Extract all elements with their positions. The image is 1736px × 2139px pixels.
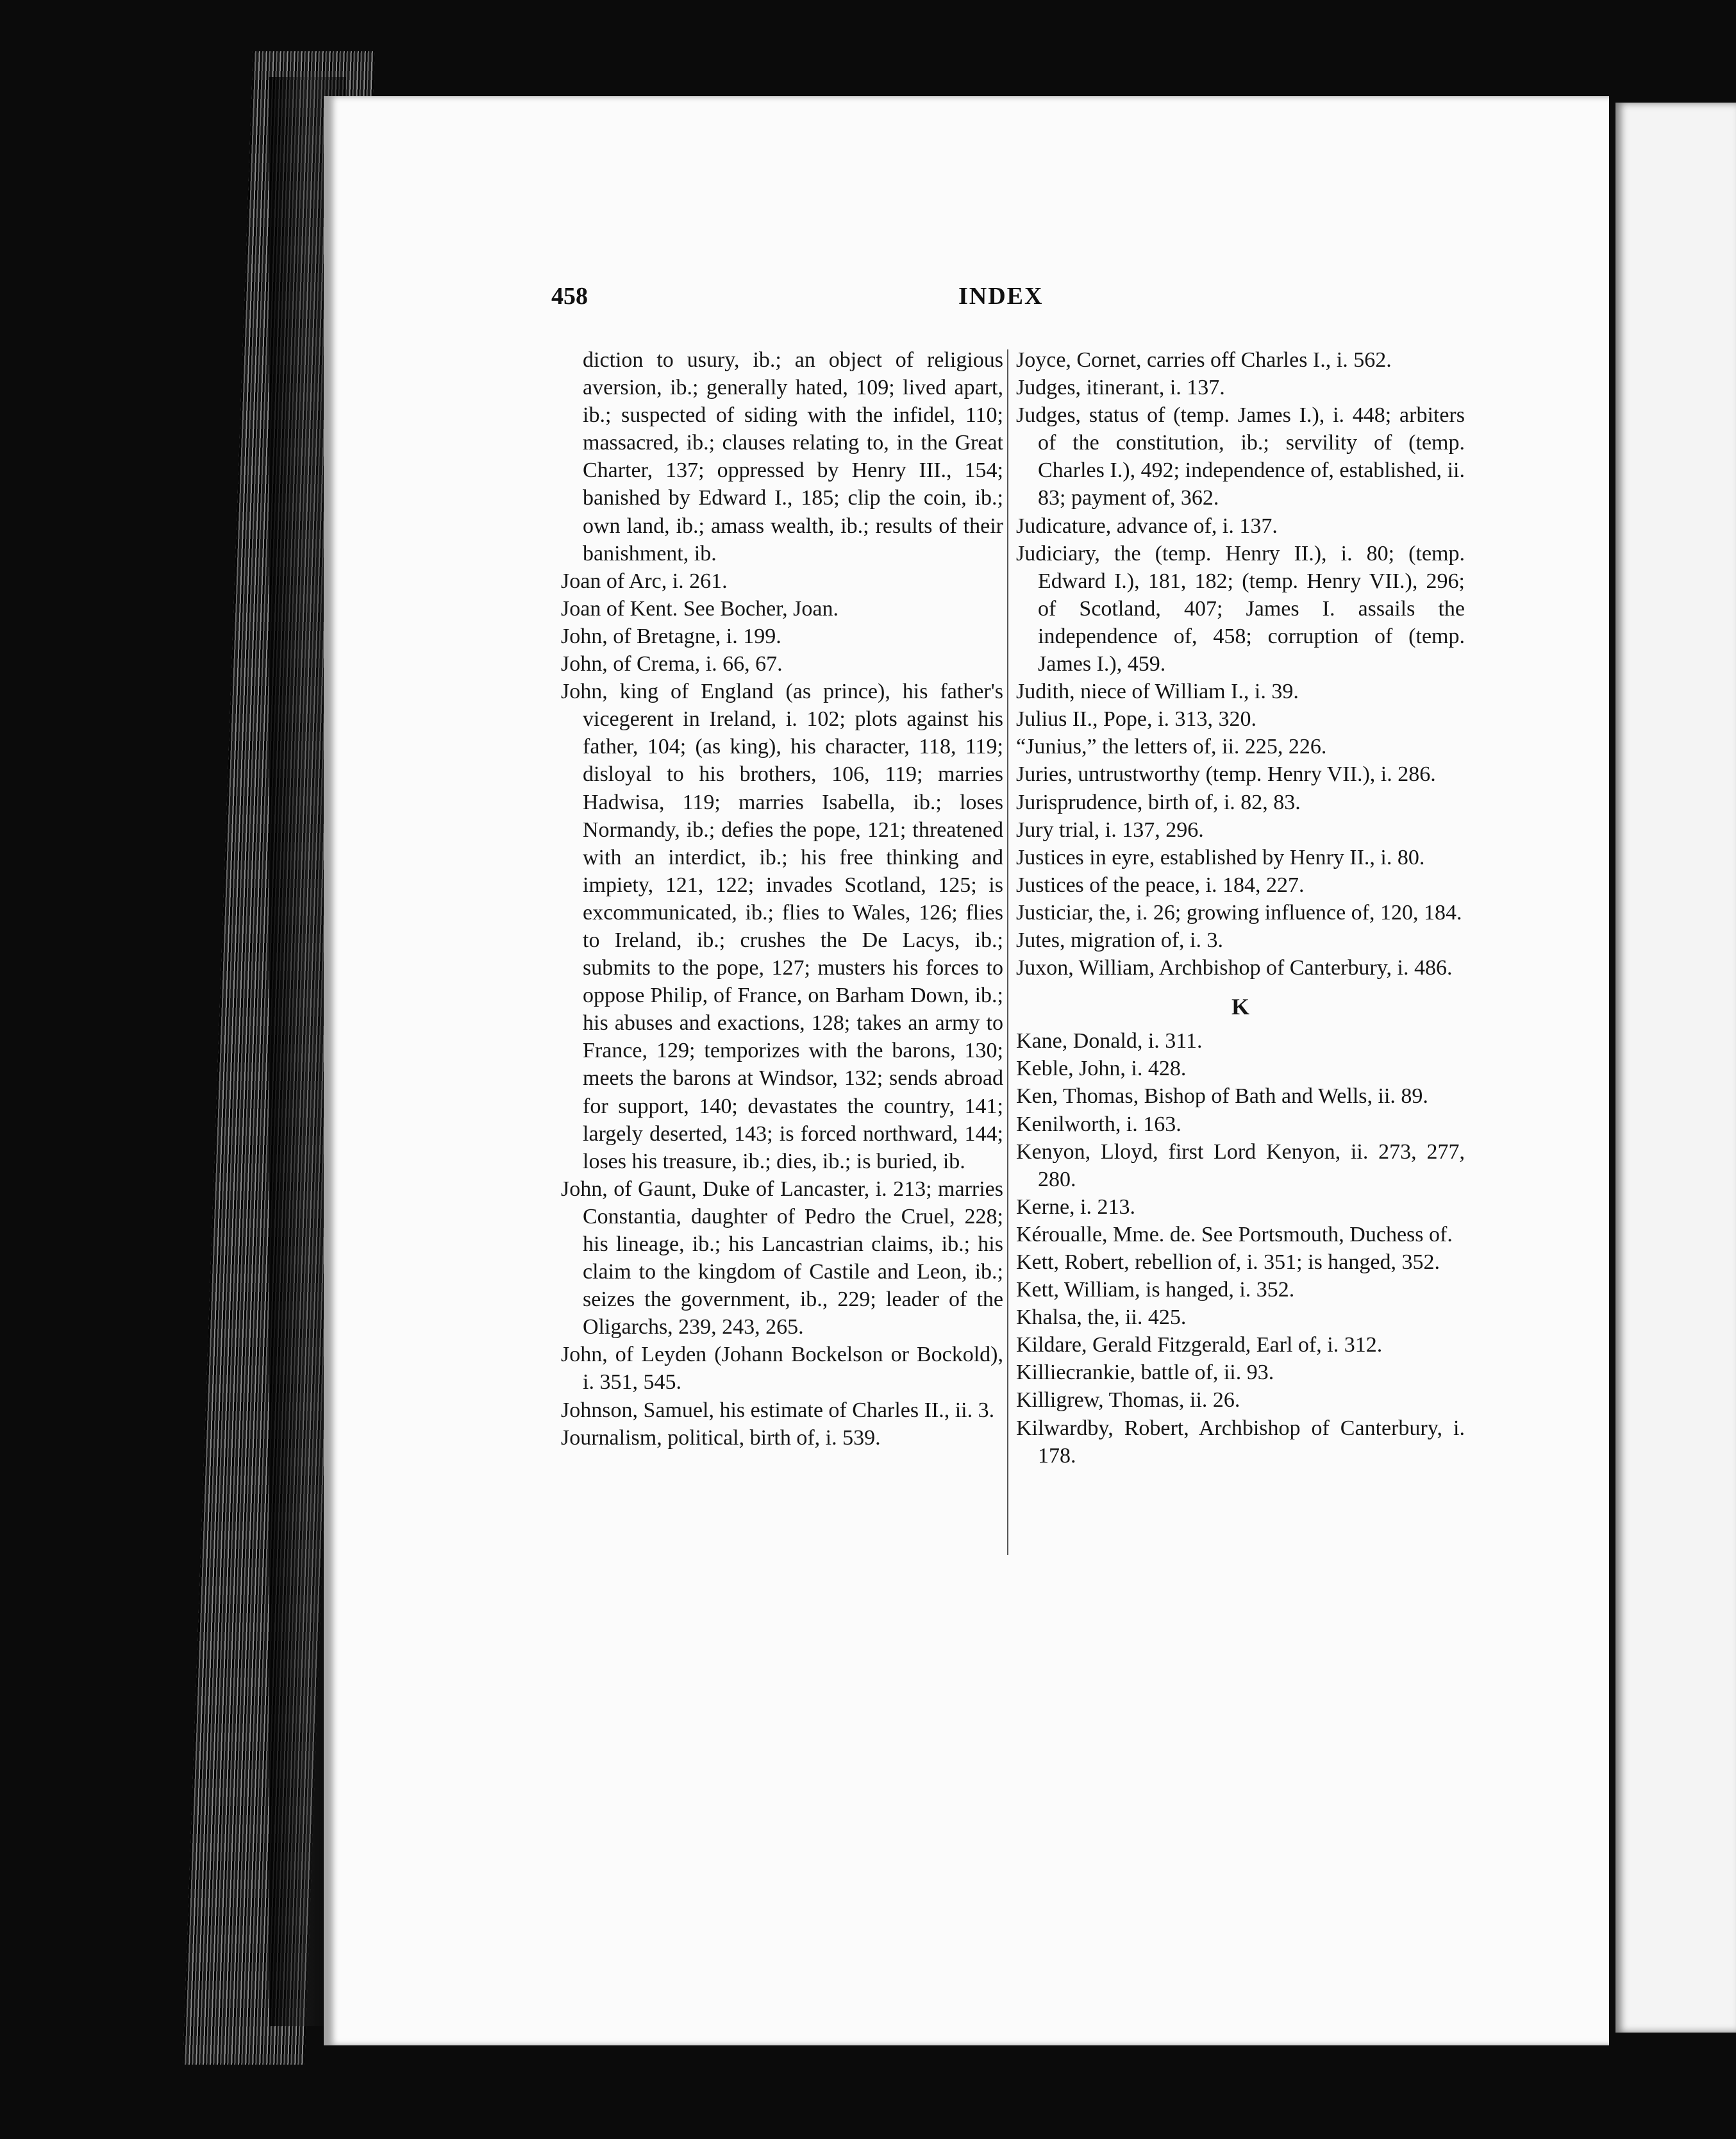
page-number: 458 <box>551 283 588 310</box>
index-entry: Killigrew, Thomas, ii. 26. <box>1016 1388 1240 1413</box>
section-letter-heading: K <box>1231 994 1249 1020</box>
index-entry: Killiecrankie, battle of, ii. 93. <box>1016 1361 1274 1385</box>
index-entry: John, of Bretagne, i. 199. <box>561 624 781 648</box>
index-entry: Judicature, advance of, i. 137. <box>1016 514 1278 538</box>
index-entry: John, of Gaunt, Duke of Lancaster, i. 213; marries Constantia, daughter of Pedro the Cruel, 228; his lineage, ib.; his Lancastrian claims, ib.; his claim to the kingdom of Castile and Leon, ib.; seizes the government, ib., 229; leader of the Oligarchs, 239, 243, 265. <box>561 1177 1003 1339</box>
index-entry: John, of Crema, i. 66, 67. <box>561 652 783 676</box>
index-entry: Kildare, Gerald Fitzgerald, Earl of, i. 312. <box>1016 1333 1383 1357</box>
index-entry: diction to usury, ib.; an object of religious aversion, ib.; generally hated, 109; lived apart, ib.; suspected of siding with the infidel, 110; massacred, ib.; clauses relating to, in the Great Charter, 137; oppressed by Henry III., 154; banished by Edward I., 185; clip the coin, ib.; own land, ib.; amass wealth, ib.; results of their banishment, ib. <box>583 348 1003 566</box>
index-entry: Juries, untrustworthy (temp. Henry VII.), i. 286. <box>1016 762 1436 787</box>
index-entry: Journalism, political, birth of, i. 539. <box>561 1425 881 1450</box>
index-entry: Joan of Arc, i. 261. <box>561 569 728 593</box>
index-column-left <box>561 346 1003 1452</box>
index-entry: Justices of the peace, i. 184, 227. <box>1016 873 1305 897</box>
index-entry: Juxon, William, Archbishop of Canterbury, i. 486. <box>1016 956 1453 980</box>
facing-page-edge <box>1615 103 1736 2033</box>
index-entry: Kane, Donald, i. 311. <box>1016 1029 1203 1053</box>
index-entry: John, of Leyden (Johann Bockelson or Bockold), i. 351, 545. <box>561 1343 1003 1395</box>
index-column-right <box>1016 346 1465 1470</box>
index-entry: Keble, John, i. 428. <box>1016 1057 1187 1081</box>
index-entry: “Junius,” the letters of, ii. 225, 226. <box>1016 735 1327 759</box>
index-entry: Johnson, Samuel, his estimate of Charles II., ii. 3. <box>561 1398 995 1422</box>
index-entry: Kenilworth, i. 163. <box>1016 1112 1181 1136</box>
index-entry: Judiciary, the (temp. Henry II.), i. 80; (temp. Edward I.), 181, 182; (temp. Henry VII.), 296; of Scotland, 407; James I. assails the independence of, 458; corruption of (temp. James I.), 459. <box>1016 541 1465 676</box>
index-entry: Jurisprudence, birth of, i. 82, 83. <box>1016 790 1301 814</box>
index-entry: Justiciar, the, i. 26; growing influence of, 120, 184. <box>1016 900 1462 925</box>
index-entry: John, king of England (as prince), his father's vicegerent in Ireland, i. 102; plots against his father, 104; (as king), his character, 118, 119; disloyal to his brothers, 106, 119; marries Hadwisa, 119; marries Isabella, ib.; loses Normandy, ib.; defies the pope, 121; threatened with an interdict, ib.; his free thinking and impiety, 121, 122; invades Scotland, 125; is excommunicated, ib.; flies to Wales, 126; flies to Ireland, ib.; crushes the De Lacys, ib.; submits to the pope, 127; musters his forces to oppose Philip, of France, on Barham Down, ib.; his abuses and exactions, 128; takes an army to France, 129; temporizes with the barons, 130; meets the barons at Windsor, 132; sends abroad for support, 140; devastates the country, 141; largely deserted, 143; is forced northward, 144; loses his treasure, ib.; dies, ib.; is buried, ib. <box>561 680 1003 1173</box>
column-divider <box>1007 349 1008 1555</box>
index-entry: Judges, itinerant, i. 137. <box>1016 376 1225 400</box>
index-entry: Julius II., Pope, i. 313, 320. <box>1016 707 1256 732</box>
running-head: INDEX <box>958 283 1044 310</box>
index-entry: Joan of Kent. See Bocher, Joan. <box>561 596 839 621</box>
index-entry: Jury trial, i. 137, 296. <box>1016 818 1204 842</box>
index-entry: Kéroualle, Mme. de. See Portsmouth, Duchess of. <box>1016 1222 1453 1246</box>
index-entry: Kett, William, is hanged, i. 352. <box>1016 1278 1295 1302</box>
index-entry: Judges, status of (temp. James I.), i. 448; arbiters of the constitution, ib.; servility of (temp. Charles I.), 492; independence of, established, ii. 83; payment of, 362. <box>1016 403 1465 510</box>
index-entry: Jutes, migration of, i. 3. <box>1016 928 1223 952</box>
index-entry: Justices in eyre, established by Henry II., i. 80. <box>1016 845 1425 869</box>
index-entry: Kenyon, Lloyd, first Lord Kenyon, ii. 273, 277, 280. <box>1016 1139 1465 1191</box>
index-entry: Joyce, Cornet, carries off Charles I., i. 562. <box>1016 348 1392 372</box>
index-entry: Kett, Robert, rebellion of, i. 351; is hanged, 352. <box>1016 1250 1440 1274</box>
index-entry: Ken, Thomas, Bishop of Bath and Wells, ii. 89. <box>1016 1084 1428 1109</box>
index-entry: Khalsa, the, ii. 425. <box>1016 1305 1187 1330</box>
index-entry: Kerne, i. 213. <box>1016 1195 1136 1219</box>
index-entry: Kilwardby, Robert, Archbishop of Canterbury, i. 178. <box>1016 1416 1465 1468</box>
index-entry: Judith, niece of William I., i. 39. <box>1016 680 1299 704</box>
